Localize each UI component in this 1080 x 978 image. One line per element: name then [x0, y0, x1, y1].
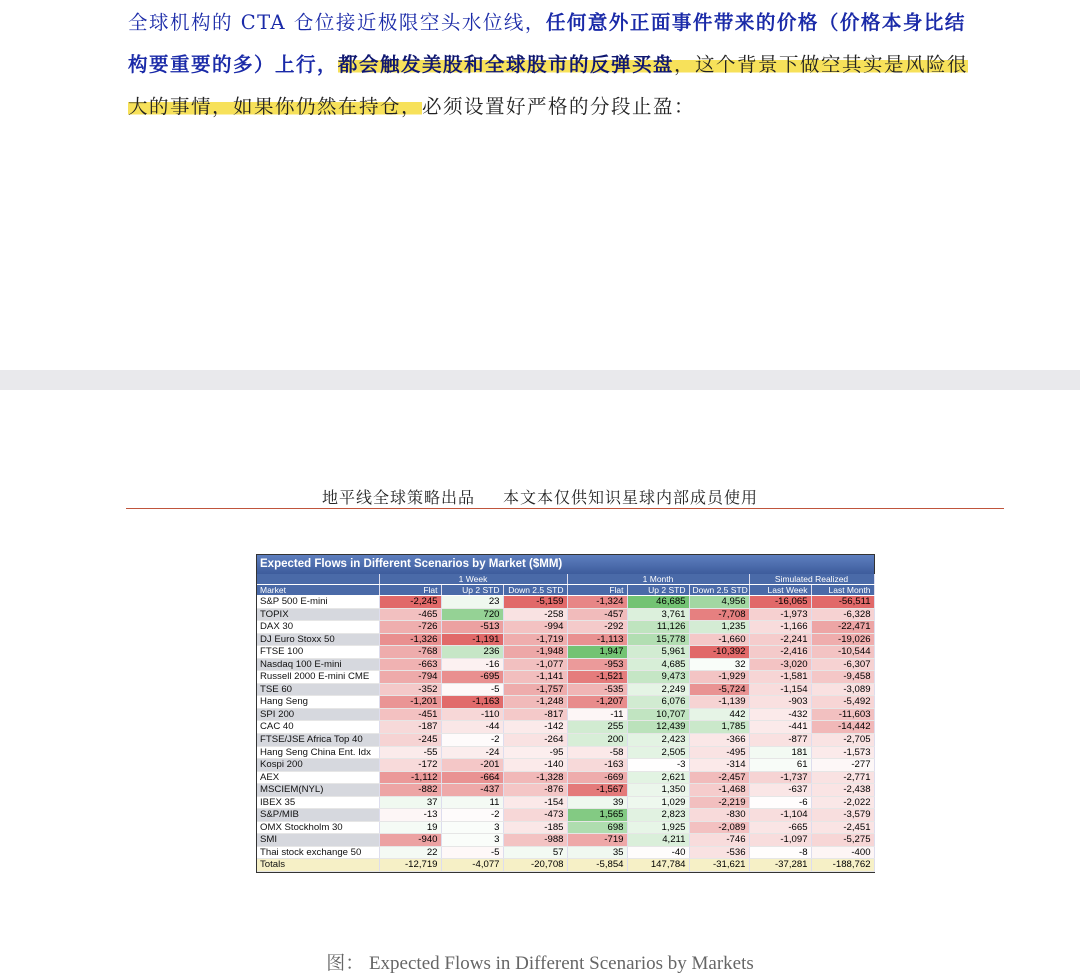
value-cell: -1,154: [749, 683, 811, 696]
market-cell: FTSE/JSE Africa Top 40: [257, 734, 379, 747]
column-header: Up 2 STD: [441, 585, 503, 596]
highlighted-text: ，这个背景下做空其实是风险很: [674, 53, 969, 76]
value-cell: -903: [749, 696, 811, 709]
value-cell: -142: [503, 721, 567, 734]
value-cell: 2,621: [627, 771, 689, 784]
highlighted-text: 都会触发美股和全球股市的反弹买盘: [338, 53, 675, 76]
totals-cell: -20,708: [503, 859, 567, 872]
column-header: Flat: [567, 585, 627, 596]
table-row: [257, 746, 874, 759]
value-cell: -1,112: [379, 771, 441, 784]
table-row: [257, 834, 874, 847]
value-cell: -1,973: [749, 608, 811, 621]
value-cell: -726: [379, 621, 441, 634]
value-cell: -664: [441, 771, 503, 784]
value-cell: -495: [689, 746, 749, 759]
totals-cell: -37,281: [749, 859, 811, 872]
table-title: Expected Flows in Different Scenarios by Market ($MM): [257, 555, 874, 574]
value-cell: -536: [689, 846, 749, 859]
notice-text: 本文本仅供知识星球内部成员使用: [503, 488, 759, 507]
value-cell: 1,785: [689, 721, 749, 734]
value-cell: -314: [689, 759, 749, 772]
value-cell: -292: [567, 621, 627, 634]
value-cell: -264: [503, 734, 567, 747]
value-cell: -994: [503, 621, 567, 634]
value-cell: -5,159: [503, 596, 567, 609]
value-cell: -1,097: [749, 834, 811, 847]
value-cell: -55: [379, 746, 441, 759]
market-cell: SMI: [257, 834, 379, 847]
column-header: Up 2 STD: [627, 585, 689, 596]
value-cell: -1,660: [689, 633, 749, 646]
totals-cell: -12,719: [379, 859, 441, 872]
page-separator: [0, 370, 1080, 390]
table-row: [257, 683, 874, 696]
value-cell: -830: [689, 809, 749, 822]
value-cell: 22: [379, 846, 441, 859]
column-header-row: [257, 585, 874, 596]
market-cell: DJ Euro Stoxx 50: [257, 633, 379, 646]
value-cell: -457: [567, 608, 627, 621]
value-cell: -2: [441, 734, 503, 747]
table-row: [257, 696, 874, 709]
value-cell: -245: [379, 734, 441, 747]
market-cell: Russell 2000 E-mini CME: [257, 671, 379, 684]
table-row: [257, 809, 874, 822]
market-cell: Hang Seng: [257, 696, 379, 709]
running-header: [0, 485, 1080, 508]
body-paragraph: [128, 2, 1008, 128]
value-cell: -95: [503, 746, 567, 759]
totals-label: Totals: [257, 859, 379, 872]
value-cell: -473: [503, 809, 567, 822]
value-cell: -9,458: [811, 671, 874, 684]
value-cell: -400: [811, 846, 874, 859]
market-cell: AEX: [257, 771, 379, 784]
value-cell: 1,565: [567, 809, 627, 822]
column-header: Market: [257, 585, 379, 596]
value-cell: -11,603: [811, 708, 874, 721]
table-row: [257, 708, 874, 721]
value-cell: -1,141: [503, 671, 567, 684]
value-cell: 11: [441, 796, 503, 809]
column-header: Last Month: [811, 585, 874, 596]
value-cell: -1,207: [567, 696, 627, 709]
value-cell: 23: [441, 596, 503, 609]
value-cell: -24: [441, 746, 503, 759]
table-row: [257, 646, 874, 659]
value-cell: 236: [441, 646, 503, 659]
text-segment-bold: 构要重要的多）上行，: [128, 53, 339, 76]
value-cell: -40: [627, 846, 689, 859]
value-cell: -22,471: [811, 621, 874, 634]
value-cell: -940: [379, 834, 441, 847]
table-row: [257, 621, 874, 634]
value-cell: -6: [749, 796, 811, 809]
value-cell: -1,757: [503, 683, 567, 696]
table-row: [257, 759, 874, 772]
value-cell: 61: [749, 759, 811, 772]
value-cell: -1,573: [811, 746, 874, 759]
value-cell: -877: [749, 734, 811, 747]
table-row: [257, 633, 874, 646]
value-cell: -1,719: [503, 633, 567, 646]
value-cell: 6,076: [627, 696, 689, 709]
value-cell: -535: [567, 683, 627, 696]
value-cell: 1,925: [627, 821, 689, 834]
column-header: Last Week: [749, 585, 811, 596]
group-header-row: [257, 574, 874, 585]
group-header: 1 Month: [567, 574, 749, 585]
totals-row: [257, 859, 874, 872]
value-cell: 720: [441, 608, 503, 621]
group-header: Simulated Realized: [749, 574, 874, 585]
value-cell: -5: [441, 846, 503, 859]
header-rule: [126, 508, 1004, 509]
value-cell: -56,511: [811, 596, 874, 609]
value-cell: -1,324: [567, 596, 627, 609]
value-cell: 39: [567, 796, 627, 809]
market-cell: DAX 30: [257, 621, 379, 634]
value-cell: -7,708: [689, 608, 749, 621]
value-cell: -140: [503, 759, 567, 772]
group-header: 1 Week: [379, 574, 567, 585]
value-cell: 12,439: [627, 721, 689, 734]
value-cell: -2,457: [689, 771, 749, 784]
totals-cell: -5,854: [567, 859, 627, 872]
text-segment-bold: 任何意外正面事件带来的价格（价格本身比结: [545, 11, 966, 34]
value-cell: -2,089: [689, 821, 749, 834]
value-cell: -6,307: [811, 658, 874, 671]
value-cell: -187: [379, 721, 441, 734]
market-cell: MSCIEM(NYL): [257, 784, 379, 797]
value-cell: 181: [749, 746, 811, 759]
value-cell: -1,201: [379, 696, 441, 709]
table-row: [257, 658, 874, 671]
value-cell: -3: [627, 759, 689, 772]
value-cell: 2,505: [627, 746, 689, 759]
value-cell: -1,521: [567, 671, 627, 684]
value-cell: -8: [749, 846, 811, 859]
table-row: [257, 608, 874, 621]
market-cell: S&P 500 E-mini: [257, 596, 379, 609]
value-cell: 4,211: [627, 834, 689, 847]
figure-caption: 图： Expected Flows in Different Scenarios by Markets: [326, 953, 754, 974]
market-cell: OMX Stockholm 30: [257, 821, 379, 834]
value-cell: 11,126: [627, 621, 689, 634]
value-cell: 3: [441, 834, 503, 847]
value-cell: -258: [503, 608, 567, 621]
value-cell: -437: [441, 784, 503, 797]
value-cell: 15,778: [627, 633, 689, 646]
value-cell: -513: [441, 621, 503, 634]
market-cell: Hang Seng China Ent. Idx: [257, 746, 379, 759]
value-cell: -876: [503, 784, 567, 797]
market-cell: Thai stock exchange 50: [257, 846, 379, 859]
table-row: [257, 784, 874, 797]
value-cell: -1,113: [567, 633, 627, 646]
value-cell: -465: [379, 608, 441, 621]
value-cell: -11: [567, 708, 627, 721]
column-header: Down 2.5 STD: [689, 585, 749, 596]
value-cell: -1,328: [503, 771, 567, 784]
page-bottom: [0, 390, 1080, 978]
value-cell: 1,235: [689, 621, 749, 634]
value-cell: -1,468: [689, 784, 749, 797]
value-cell: -6,328: [811, 608, 874, 621]
value-cell: -451: [379, 708, 441, 721]
value-cell: 3: [441, 821, 503, 834]
table-row: [257, 846, 874, 859]
flows-table-image: [256, 554, 875, 873]
value-cell: -953: [567, 658, 627, 671]
value-cell: -2,416: [749, 646, 811, 659]
value-cell: -2,241: [749, 633, 811, 646]
value-cell: -163: [567, 759, 627, 772]
value-cell: 2,249: [627, 683, 689, 696]
value-cell: 4,685: [627, 658, 689, 671]
highlighted-text: 大的事情，如果你仍然在持仓，: [128, 95, 423, 118]
value-cell: -1,581: [749, 671, 811, 684]
value-cell: -44: [441, 721, 503, 734]
value-cell: -2,219: [689, 796, 749, 809]
value-cell: -2: [441, 809, 503, 822]
value-cell: -1,166: [749, 621, 811, 634]
publisher-text: 地平线全球策略出品: [321, 488, 475, 507]
value-cell: -695: [441, 671, 503, 684]
value-cell: -669: [567, 771, 627, 784]
value-cell: -1,104: [749, 809, 811, 822]
value-cell: -2,022: [811, 796, 874, 809]
value-cell: -58: [567, 746, 627, 759]
value-cell: 32: [689, 658, 749, 671]
value-cell: 5,961: [627, 646, 689, 659]
value-cell: -988: [503, 834, 567, 847]
value-cell: -5,275: [811, 834, 874, 847]
value-cell: -2,438: [811, 784, 874, 797]
column-header: Down 2.5 STD: [503, 585, 567, 596]
totals-cell: 147,784: [627, 859, 689, 872]
value-cell: 200: [567, 734, 627, 747]
table-row: [257, 671, 874, 684]
page-top: [0, 0, 1080, 370]
value-cell: -1,248: [503, 696, 567, 709]
value-cell: -1,326: [379, 633, 441, 646]
market-cell: Kospi 200: [257, 759, 379, 772]
value-cell: -663: [379, 658, 441, 671]
value-cell: -16,065: [749, 596, 811, 609]
value-cell: -2,705: [811, 734, 874, 747]
value-cell: -5,724: [689, 683, 749, 696]
value-cell: -5: [441, 683, 503, 696]
value-cell: -1,139: [689, 696, 749, 709]
table-row: [257, 734, 874, 747]
table-row: [257, 721, 874, 734]
value-cell: -1,737: [749, 771, 811, 784]
market-cell: IBEX 35: [257, 796, 379, 809]
value-cell: -794: [379, 671, 441, 684]
value-cell: -277: [811, 759, 874, 772]
value-cell: -16: [441, 658, 503, 671]
value-cell: -637: [749, 784, 811, 797]
value-cell: 1,029: [627, 796, 689, 809]
value-cell: 442: [689, 708, 749, 721]
value-cell: 2,423: [627, 734, 689, 747]
value-cell: -665: [749, 821, 811, 834]
value-cell: -366: [689, 734, 749, 747]
value-cell: 10,707: [627, 708, 689, 721]
value-cell: -172: [379, 759, 441, 772]
value-cell: -746: [689, 834, 749, 847]
market-cell: SPI 200: [257, 708, 379, 721]
value-cell: 2,823: [627, 809, 689, 822]
value-cell: -1,163: [441, 696, 503, 709]
value-cell: -10,392: [689, 646, 749, 659]
market-cell: TOPIX: [257, 608, 379, 621]
market-cell: CAC 40: [257, 721, 379, 734]
table-row: [257, 596, 874, 609]
value-cell: -768: [379, 646, 441, 659]
value-cell: 57: [503, 846, 567, 859]
totals-cell: -31,621: [689, 859, 749, 872]
value-cell: -2,451: [811, 821, 874, 834]
value-cell: -154: [503, 796, 567, 809]
value-cell: -2,771: [811, 771, 874, 784]
value-cell: -3,020: [749, 658, 811, 671]
value-cell: -5,492: [811, 696, 874, 709]
value-cell: 255: [567, 721, 627, 734]
table-row: [257, 821, 874, 834]
value-cell: 46,685: [627, 596, 689, 609]
value-cell: -441: [749, 721, 811, 734]
totals-cell: -188,762: [811, 859, 874, 872]
value-cell: -10,544: [811, 646, 874, 659]
market-cell: TSE 60: [257, 683, 379, 696]
value-cell: -1,077: [503, 658, 567, 671]
table-body: [257, 596, 874, 872]
value-cell: -1,567: [567, 784, 627, 797]
value-cell: -882: [379, 784, 441, 797]
value-cell: 35: [567, 846, 627, 859]
value-cell: 698: [567, 821, 627, 834]
value-cell: -14,442: [811, 721, 874, 734]
value-cell: -1,929: [689, 671, 749, 684]
value-cell: -2,245: [379, 596, 441, 609]
value-cell: 4,956: [689, 596, 749, 609]
value-cell: -1,948: [503, 646, 567, 659]
value-cell: -3,089: [811, 683, 874, 696]
value-cell: -3,579: [811, 809, 874, 822]
value-cell: -185: [503, 821, 567, 834]
table-row: [257, 796, 874, 809]
value-cell: -817: [503, 708, 567, 721]
text-segment: 全球机构的 CTA 仓位接近极限空头水位线，: [128, 11, 546, 34]
value-cell: -19,026: [811, 633, 874, 646]
column-header: Flat: [379, 585, 441, 596]
value-cell: 1,947: [567, 646, 627, 659]
value-cell: -432: [749, 708, 811, 721]
totals-cell: -4,077: [441, 859, 503, 872]
table-row: [257, 771, 874, 784]
value-cell: 19: [379, 821, 441, 834]
value-cell: -352: [379, 683, 441, 696]
value-cell: 37: [379, 796, 441, 809]
value-cell: -1,191: [441, 633, 503, 646]
market-cell: FTSE 100: [257, 646, 379, 659]
value-cell: 1,350: [627, 784, 689, 797]
value-cell: -201: [441, 759, 503, 772]
value-cell: -719: [567, 834, 627, 847]
market-cell: S&P/MIB: [257, 809, 379, 822]
text-segment: 必须设置好严格的分段止盈：: [422, 95, 696, 118]
flows-table: [257, 574, 875, 872]
value-cell: 9,473: [627, 671, 689, 684]
value-cell: -13: [379, 809, 441, 822]
value-cell: -110: [441, 708, 503, 721]
market-cell: Nasdaq 100 E-mini: [257, 658, 379, 671]
value-cell: 3,761: [627, 608, 689, 621]
